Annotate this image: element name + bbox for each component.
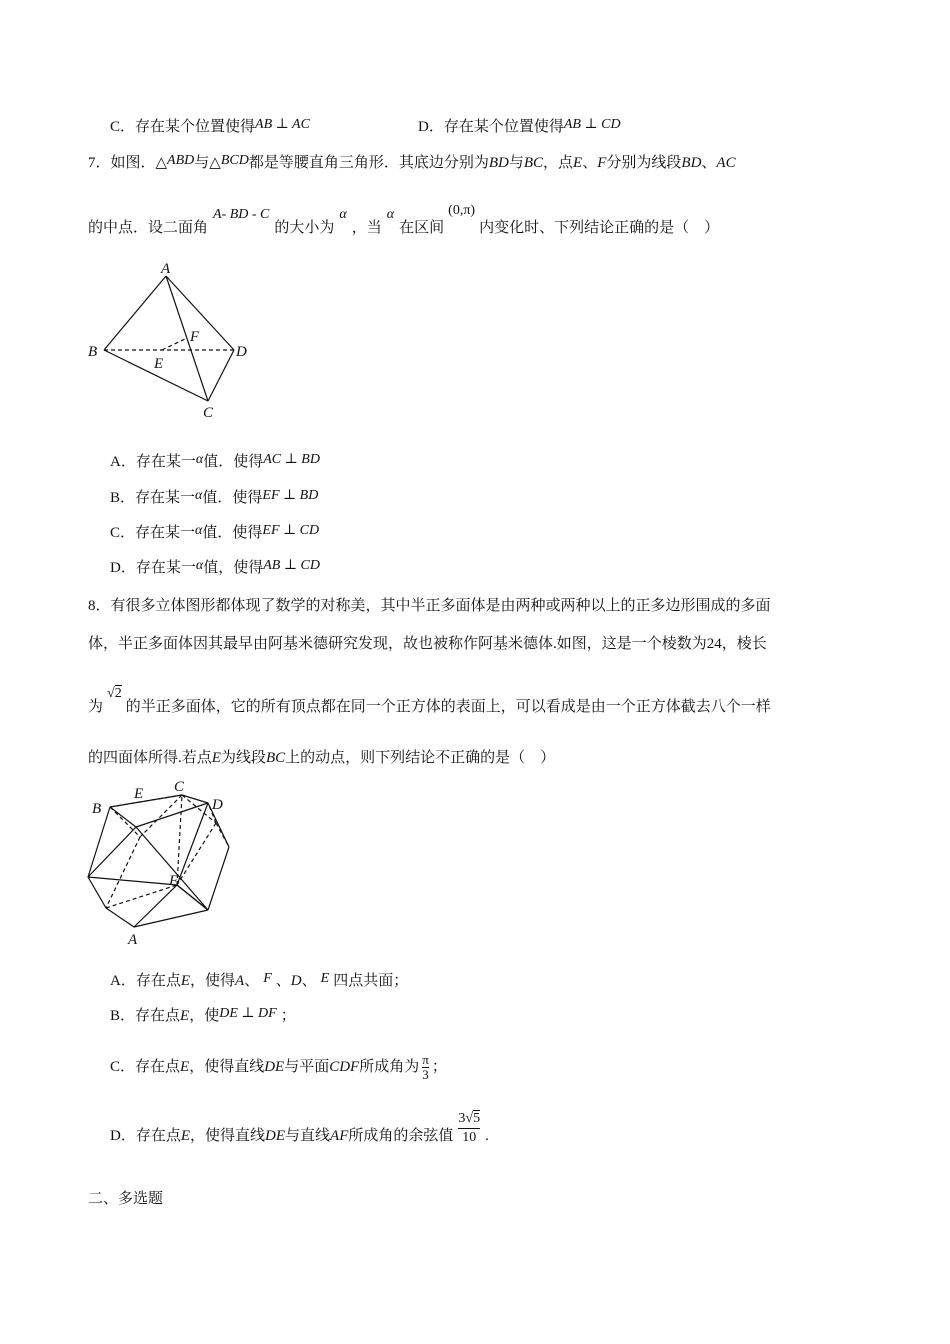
edge-ab [104, 276, 166, 350]
sqrt-two: √2 [107, 686, 122, 701]
edge-cd [208, 350, 234, 401]
q8-stem-line1: 8．有很多立体图形都体现了数学的对称美，其中半正多面体是由两种或两种以上的正多边形围成的多面 [88, 598, 771, 614]
q7-option-d: D．存在某一α值，使得AB ⊥ CD [110, 558, 320, 576]
q7-stem-line1: 7．如图．△ABD与△BCD都是等腰直角三角形．其底边分别为BD与BC，点E、F分别为线段BD、AC [88, 153, 736, 171]
label-f: F [190, 329, 200, 345]
q8-stem-line4: 的四面体所得.若点E为线段BC上的动点，则下列结论不正确的是（ ） [88, 750, 556, 766]
q8-stem-line2: 体，半正多面体因其最早由阿基米德研究发现，故也被称作阿基米德体.如图，这是一个棱数为24，棱长 [88, 636, 767, 652]
label-d: D [212, 797, 223, 813]
q7-stem-line2: 的中点．设二面角A- BD - C的大小为α，当α在区间(0,π)内变化时、下列结论正确的是（ ） [88, 203, 720, 236]
label-a: A [128, 932, 138, 948]
segment-ef-hidden [162, 338, 187, 350]
label-b: B [92, 801, 102, 817]
label-c: C [203, 405, 214, 421]
q8-option-b: B．存在点E，使DE ⊥ DF ； [110, 1006, 296, 1024]
fraction-3sqrt5-over-10: $\frac{3√5}{10}$ [458, 1111, 481, 1145]
label-f: F [169, 873, 179, 889]
edge-ad [166, 276, 234, 350]
label-e: E [134, 786, 144, 802]
q6-option-d: D．存在某个位置使得AB ⊥ CD [418, 117, 621, 135]
q7-option-b: B．存在某一α值．使得EF ⊥ BD [110, 488, 319, 506]
q8-option-c: C．存在点E，使得直线DE与平面CDF所成角为 $\frac{\pi}{3}$ ； [110, 1052, 447, 1082]
fraction-pi-over-3: $\frac{\pi}{3}$ [422, 1052, 429, 1082]
q8-option-d: D．存在点E，使得直线DE与直线AF所成角的余弦值 $\frac{3√5}{10}$ . [110, 1111, 489, 1145]
q7-option-a: A．存在某一α值．使得AC ⊥ BD [110, 452, 320, 470]
label-a: A [161, 261, 171, 277]
label-d: D [236, 344, 247, 360]
q8-option-a: A．存在点E，使得A、 F 、D、 E 四点共面； [110, 971, 409, 989]
q8-stem-line3: 为√2的半正多面体，它的所有顶点都在同一个正方体的表面上，可以看成是由一个正方体截去八个一样 [88, 686, 771, 715]
q7-option-c: C．存在某一α值．使得EF ⊥ CD [110, 523, 320, 541]
label-c: C [174, 779, 185, 795]
q6-option-c: C．存在某个位置使得AB ⊥ AC [110, 117, 310, 135]
q8-cuboctahedron-figure [84, 775, 244, 950]
label-e: E [154, 356, 164, 372]
edge-ac [166, 276, 208, 401]
section-heading: 二、多选题 [88, 1191, 164, 1207]
q7-tetrahedron-figure [84, 258, 259, 423]
label-b: B [88, 344, 98, 360]
